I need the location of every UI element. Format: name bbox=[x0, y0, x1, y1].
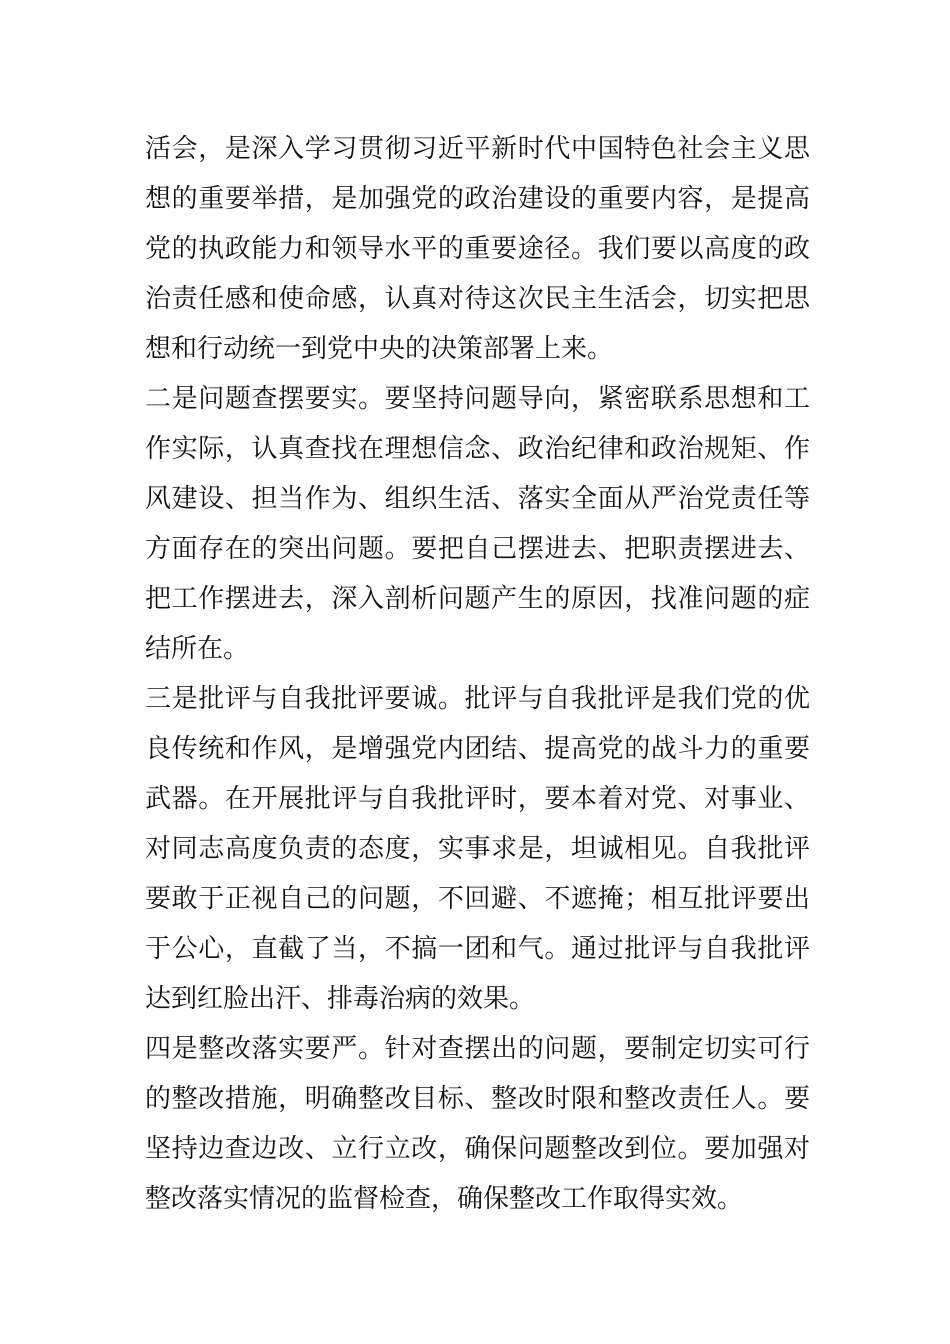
text-line: 三是批评与自我批评要诚。批评与自我批评是我们党的优 bbox=[145, 684, 810, 714]
text-line: 整改落实情况的监督检查，确保整改工作取得实效。 bbox=[145, 1184, 744, 1214]
text-line: 于公心，直截了当，不搞一团和气。通过批评与自我批评 bbox=[145, 934, 810, 964]
text-line: 对同志高度负责的态度，实事求是，坦诚相见。自我批评 bbox=[145, 834, 810, 864]
text-line: 要敢于正视自己的问题，不回避、不遮掩；相互批评要出 bbox=[145, 884, 810, 914]
text-line: 坚持边查边改、立行立改，确保问题整改到位。要加强对 bbox=[145, 1134, 810, 1164]
text-line: 治责任感和使命感，认真对待这次民主生活会，切实把思 bbox=[145, 284, 810, 314]
text-line: 武器。在开展批评与自我批评时，要本着对党、对事业、 bbox=[145, 784, 810, 814]
text-line: 想和行动统一到党中央的决策部署上来。 bbox=[145, 334, 614, 364]
text-line: 活会，是深入学习贯彻习近平新时代中国特色社会主义思 bbox=[145, 134, 810, 164]
text-line: 四是整改落实要严。针对查摆出的问题，要制定切实可行 bbox=[145, 1034, 810, 1064]
text-line: 良传统和作风，是增强党内团结、提高党的战斗力的重要 bbox=[145, 734, 810, 764]
paragraph-rectification bbox=[145, 1024, 810, 1224]
text-line: 二是问题查摆要实。要坚持问题导向，紧密联系思想和工 bbox=[145, 384, 810, 414]
document-body bbox=[145, 124, 810, 1224]
text-line: 方面存在的突出问题。要把自己摆进去、把职责摆进去、 bbox=[145, 534, 810, 564]
text-line: 想的重要举措，是加强党的政治建设的重要内容，是提高 bbox=[145, 184, 810, 214]
paragraph-criticism bbox=[145, 674, 810, 1024]
paragraph-continuation bbox=[145, 124, 810, 374]
paragraph-problem-finding bbox=[145, 374, 810, 674]
text-line: 风建设、担当作为、组织生活、落实全面从严治党责任等 bbox=[145, 484, 810, 514]
text-line: 作实际，认真查找在理想信念、政治纪律和政治规矩、作 bbox=[145, 434, 810, 464]
text-line: 把工作摆进去，深入剖析问题产生的原因，找准问题的症 bbox=[145, 584, 810, 614]
text-line: 达到红脸出汗、排毒治病的效果。 bbox=[145, 984, 536, 1014]
text-line: 的整改措施，明确整改目标、整改时限和整改责任人。要 bbox=[145, 1084, 810, 1114]
text-line: 结所在。 bbox=[145, 634, 250, 664]
text-line: 党的执政能力和领导水平的重要途径。我们要以高度的政 bbox=[145, 234, 810, 264]
